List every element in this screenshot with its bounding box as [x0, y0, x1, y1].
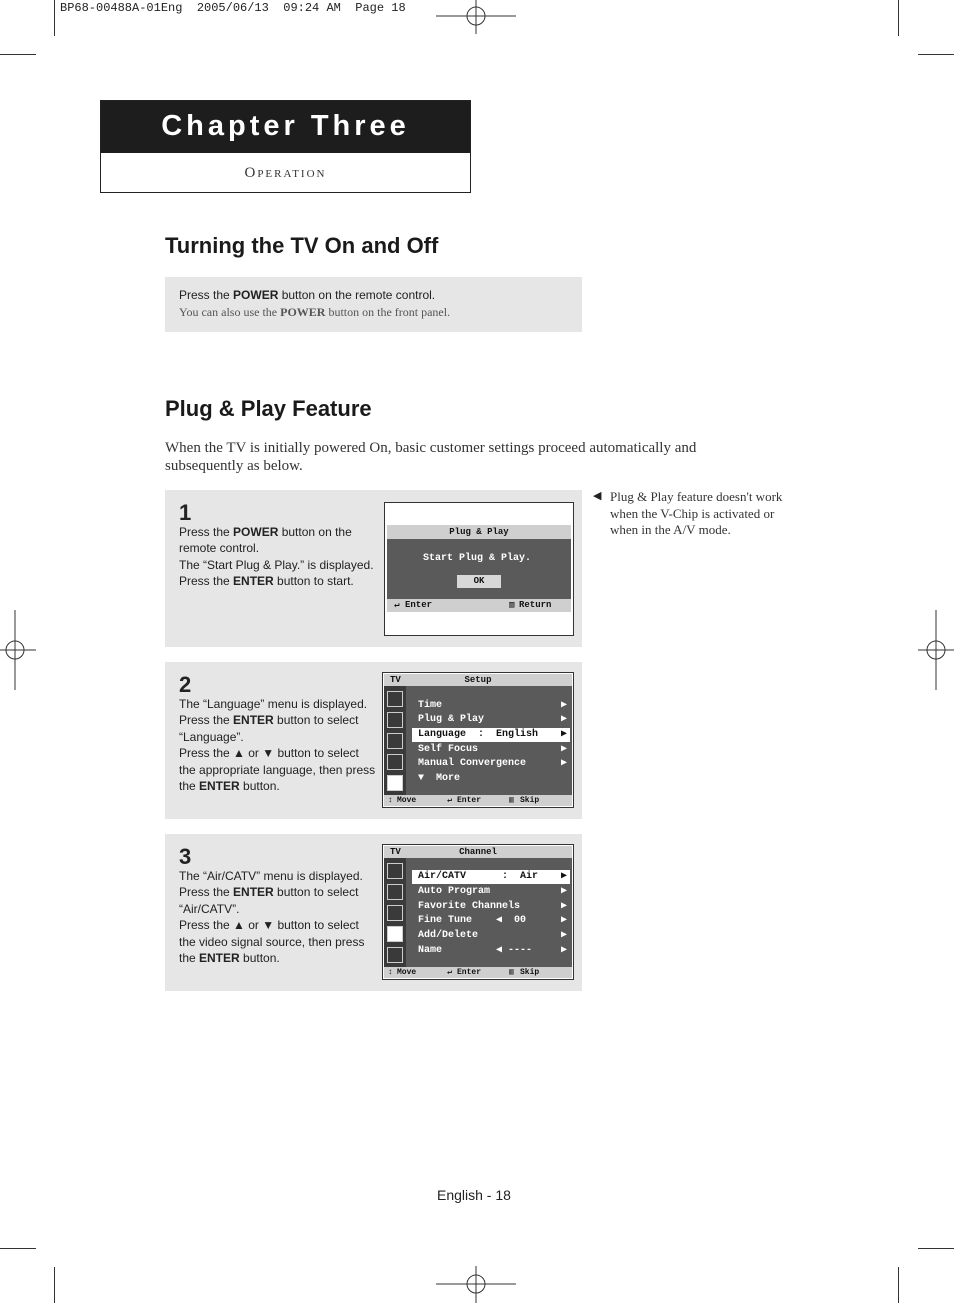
step-line: The “Air/CATV” menu is displayed.	[179, 869, 363, 883]
step-line: the ENTER button.	[179, 779, 280, 794]
step-line: Press the ▲ or ▼ button to select	[179, 746, 359, 761]
text: Press the	[179, 288, 234, 302]
menu-item-label: Self Focus	[418, 744, 479, 755]
enter-icon: ↵	[447, 968, 452, 977]
print-header: BP68-00488A-01Eng 2005/06/13 09:24 AM Page 18	[60, 1, 406, 15]
text: You can also use the	[179, 305, 281, 319]
menu-item[interactable]	[412, 914, 570, 928]
skip-icon: ▥	[509, 968, 514, 977]
move-label: Move	[397, 968, 417, 977]
arrow-right-icon: ▶	[560, 744, 567, 755]
step-number: 3	[179, 844, 192, 869]
menu-item-label: Language : English	[418, 729, 539, 740]
arrow-right-icon: ▶	[560, 758, 567, 769]
antenna-icon[interactable]	[387, 691, 403, 707]
menu-item-label: Add/Delete	[418, 930, 479, 941]
step-line: “Language”.	[179, 729, 244, 744]
registration-mark	[436, 1266, 516, 1303]
text-bold: POWER	[280, 305, 326, 319]
enter-label: Enter	[457, 968, 482, 977]
menu-title: Setup	[464, 675, 492, 685]
menu-item-label: Auto Program	[418, 886, 491, 897]
crop-mark	[898, 1267, 899, 1303]
step-line: Press the POWER button on the	[179, 525, 352, 539]
page-footer: English - 18	[437, 1187, 511, 1203]
osd-footer	[387, 599, 571, 612]
menu-item-label: Plug & Play	[418, 714, 485, 725]
menu-item[interactable]	[412, 743, 570, 757]
arrow-right-icon: ▶	[560, 915, 567, 926]
return-label: Return	[519, 600, 552, 610]
skip-label: Skip	[520, 968, 540, 977]
move-label: Move	[397, 796, 417, 805]
menu-item[interactable]	[412, 699, 570, 713]
menu-item-selected[interactable]	[412, 728, 570, 742]
menu-item[interactable]	[412, 885, 570, 899]
plug-play-note: Plug & Play feature doesn't work when the V-Chip is activated or when in the A/V mode.	[610, 489, 783, 537]
picture-icon[interactable]	[387, 884, 403, 900]
crop-mark	[0, 54, 36, 55]
menu-item-label: Favorite Channels	[418, 901, 521, 912]
osd-body	[384, 846, 572, 978]
plug-play-intro: When the TV is initially powered On, basic customer settings proceed automatically and subsequently as below.	[165, 440, 697, 474]
power-info-box	[165, 277, 582, 332]
arrow-right-icon: ▶	[560, 945, 567, 956]
enter-label: Enter	[405, 600, 433, 610]
menu-item-label: Name ◀ ----	[418, 945, 533, 956]
arrow-right-icon: ▶	[560, 871, 567, 882]
menu-item-label: Time	[418, 700, 443, 711]
arrow-right-icon: ▶	[560, 700, 567, 711]
osd-message: Start Plug & Play.	[423, 553, 532, 564]
text: button on the remote control.	[278, 288, 436, 302]
menu-title: Channel	[459, 847, 497, 857]
sound-icon[interactable]	[387, 733, 403, 749]
menu-item[interactable]	[412, 900, 570, 914]
osd-channel-screen	[382, 844, 574, 980]
step-text	[179, 868, 364, 966]
registration-mark	[436, 0, 516, 34]
registration-mark	[918, 610, 954, 690]
menu-icon-column	[384, 858, 406, 967]
crop-mark	[54, 1267, 55, 1303]
osd-body	[384, 674, 572, 806]
osd-title-bar	[384, 674, 572, 686]
enter-icon: ↵	[447, 796, 452, 805]
menu-item-selected[interactable]	[412, 870, 570, 884]
menu-item[interactable]	[412, 713, 570, 727]
crop-mark	[918, 1248, 954, 1249]
osd-footer	[384, 967, 572, 978]
step-line: Press the ▲ or ▼ button to select	[179, 918, 359, 933]
crop-mark	[54, 0, 55, 36]
section-heading-power: Turning the TV On and Off	[165, 233, 439, 258]
step-number: 2	[179, 672, 192, 697]
menu-item[interactable]	[412, 944, 570, 958]
move-icon: ↕	[388, 796, 393, 805]
step-line: Press the ENTER button to start.	[179, 574, 354, 589]
step-line: the ENTER button.	[179, 951, 280, 966]
sound-icon[interactable]	[387, 905, 403, 921]
step-text	[179, 524, 374, 590]
power-instruction	[179, 288, 435, 302]
tv-label: TV	[390, 847, 401, 857]
arrow-right-icon: ▶	[560, 886, 567, 897]
antenna-icon[interactable]	[387, 863, 403, 879]
enter-icon: ↵	[394, 600, 400, 610]
crop-mark	[898, 0, 899, 36]
setup-icon[interactable]	[387, 947, 403, 963]
step-line: Press the ENTER button to select	[179, 885, 359, 900]
arrow-right-icon: ▶	[560, 930, 567, 941]
menu-item[interactable]	[412, 757, 570, 771]
text-bold: POWER	[233, 288, 279, 302]
menu-item-label: Air/CATV : Air	[418, 871, 539, 882]
crop-mark	[918, 54, 954, 55]
skip-icon: ▥	[509, 796, 514, 805]
osd-body	[387, 539, 571, 599]
channel-icon[interactable]	[387, 754, 403, 770]
osd-plug-play-screen	[384, 502, 574, 636]
ok-button[interactable]: OK	[457, 575, 501, 588]
menu-item-label: Fine Tune ◀ 00	[418, 915, 527, 926]
chapter-header	[100, 100, 471, 193]
step-line: the appropriate language, then press	[179, 762, 376, 777]
channel-icon[interactable]	[387, 926, 403, 942]
menu-item-more[interactable]	[412, 772, 570, 786]
osd-title-bar: Plug & Play	[387, 525, 571, 539]
divider	[101, 151, 470, 153]
setup-icon[interactable]	[387, 775, 403, 791]
enter-label: Enter	[457, 796, 482, 805]
menu-icon-column	[384, 686, 406, 795]
step-text	[179, 696, 375, 794]
crop-mark	[0, 1248, 36, 1249]
arrow-right-icon: ▶	[560, 714, 567, 725]
step-line: The “Language” menu is displayed.	[179, 697, 368, 711]
step-line: The “Start Plug & Play.” is displayed.	[179, 557, 374, 572]
registration-mark	[0, 610, 36, 690]
skip-label: Skip	[520, 796, 540, 805]
osd-setup-screen	[382, 672, 574, 808]
tv-label: TV	[390, 675, 401, 685]
chapter-subtitle: Operation	[244, 165, 327, 181]
step-number: 1	[179, 500, 192, 525]
step-line: remote control.	[179, 541, 260, 556]
return-icon: ▥	[509, 600, 515, 610]
menu-item[interactable]	[412, 929, 570, 943]
step-line: Press the ENTER button to select	[179, 713, 359, 728]
osd-title-bar	[384, 846, 572, 858]
text: button on the front panel.	[325, 305, 451, 319]
note-arrow: ◀	[593, 490, 602, 502]
arrow-right-icon: ▶	[560, 729, 567, 740]
move-icon: ↕	[388, 968, 393, 977]
step-line: the video signal source, then press	[179, 934, 365, 949]
osd-footer	[384, 795, 572, 806]
power-note	[179, 305, 450, 320]
arrow-right-icon: ▶	[560, 901, 567, 912]
section-heading-plug-play: Plug & Play Feature	[165, 396, 372, 421]
menu-item-label: ▼ More	[418, 773, 461, 784]
menu-item-label: Manual Convergence	[418, 758, 527, 769]
chapter-title: Chapter Three	[101, 101, 470, 151]
step-line: “Air/CATV”.	[179, 901, 240, 916]
picture-icon[interactable]	[387, 712, 403, 728]
